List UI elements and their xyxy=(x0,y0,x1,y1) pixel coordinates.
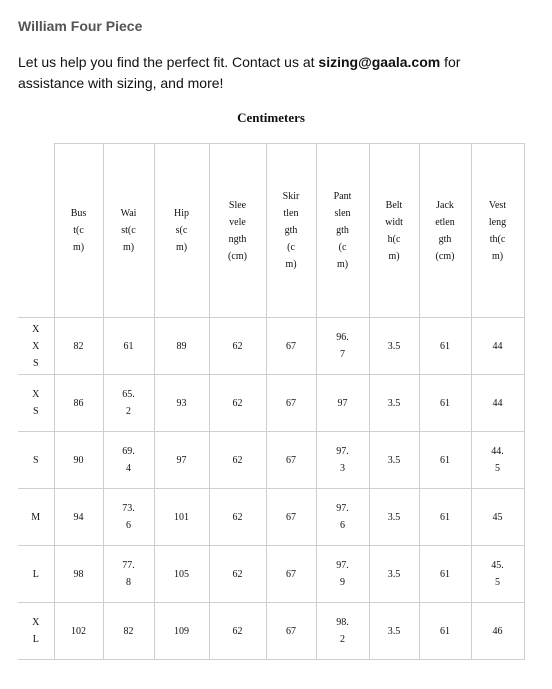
table-row xyxy=(18,546,524,603)
table-cell: 62 xyxy=(209,375,266,432)
table-cell: 67 xyxy=(266,603,316,660)
table-cell: 62 xyxy=(209,603,266,660)
table-cell: 67 xyxy=(266,489,316,546)
table-header-row xyxy=(18,144,524,318)
table-cell: 96.7 xyxy=(316,318,369,375)
table-cell: 61 xyxy=(419,375,471,432)
header-pants-length: Pantslength(cm) xyxy=(316,144,369,318)
table-cell: 77.8 xyxy=(103,546,154,603)
intro-before: Let us help you find the perfect fit. Contact us at xyxy=(18,54,319,70)
size-cell: XS xyxy=(18,375,54,432)
table-row xyxy=(18,603,524,660)
table-row xyxy=(18,375,524,432)
table-cell: 102 xyxy=(54,603,103,660)
header-size xyxy=(18,144,54,318)
table-cell: 67 xyxy=(266,546,316,603)
table-cell: 86 xyxy=(54,375,103,432)
table-cell: 101 xyxy=(154,489,209,546)
header-hips: Hips(cm) xyxy=(154,144,209,318)
table-cell: 67 xyxy=(266,375,316,432)
size-chart-table xyxy=(18,143,525,660)
header-waist: Waist(cm) xyxy=(103,144,154,318)
table-cell: 69.4 xyxy=(103,432,154,489)
table-cell: 61 xyxy=(103,318,154,375)
table-row xyxy=(18,318,524,375)
table-cell: 3.5 xyxy=(369,375,419,432)
size-cell: XL xyxy=(18,603,54,660)
table-cell: 3.5 xyxy=(369,318,419,375)
table-cell: 98 xyxy=(54,546,103,603)
header-skirt-length: Skirtlength(cm) xyxy=(266,144,316,318)
header-vest-length: Vestlength(cm) xyxy=(471,144,524,318)
table-cell: 62 xyxy=(209,432,266,489)
size-cell: L xyxy=(18,546,54,603)
size-cell: XXS xyxy=(18,318,54,375)
table-cell: 62 xyxy=(209,318,266,375)
intro-after: for assistance with sizing, and more! xyxy=(18,54,461,91)
table-cell: 94 xyxy=(54,489,103,546)
table-cell: 45 xyxy=(471,489,524,546)
table-cell: 90 xyxy=(54,432,103,489)
header-bust: Bust(cm) xyxy=(54,144,103,318)
table-cell: 3.5 xyxy=(369,546,419,603)
table-cell: 97.9 xyxy=(316,546,369,603)
table-cell: 61 xyxy=(419,432,471,489)
table-cell: 109 xyxy=(154,603,209,660)
table-cell: 61 xyxy=(419,318,471,375)
intro-text xyxy=(18,52,528,94)
table-cell: 67 xyxy=(266,318,316,375)
table-cell: 46 xyxy=(471,603,524,660)
table-cell: 73.6 xyxy=(103,489,154,546)
table-cell: 105 xyxy=(154,546,209,603)
table-cell: 62 xyxy=(209,546,266,603)
table-cell: 45.5 xyxy=(471,546,524,603)
table-cell: 44 xyxy=(471,318,524,375)
table-cell: 61 xyxy=(419,489,471,546)
sizing-email-link[interactable]: sizing@gaala.com xyxy=(318,54,441,70)
table-row xyxy=(18,432,524,489)
header-belt-width: Beltwidth(cm) xyxy=(369,144,419,318)
table-cell: 3.5 xyxy=(369,489,419,546)
table-cell: 44 xyxy=(471,375,524,432)
table-cell: 82 xyxy=(54,318,103,375)
header-sleeve-length: Sleevelength(cm) xyxy=(209,144,266,318)
table-cell: 62 xyxy=(209,489,266,546)
table-row xyxy=(18,489,524,546)
table-cell: 61 xyxy=(419,603,471,660)
table-cell: 82 xyxy=(103,603,154,660)
table-cell: 93 xyxy=(154,375,209,432)
header-jacket-length: Jacketlength(cm) xyxy=(419,144,471,318)
table-title: Centimeters xyxy=(237,110,305,125)
table-cell: 97 xyxy=(154,432,209,489)
table-cell: 89 xyxy=(154,318,209,375)
table-cell: 97 xyxy=(316,375,369,432)
product-title: William Four Piece xyxy=(18,18,143,34)
table-cell: 65.2 xyxy=(103,375,154,432)
table-cell: 3.5 xyxy=(369,603,419,660)
table-cell: 3.5 xyxy=(369,432,419,489)
table-cell: 67 xyxy=(266,432,316,489)
table-cell: 44.5 xyxy=(471,432,524,489)
table-cell: 98.2 xyxy=(316,603,369,660)
size-cell: S xyxy=(18,432,54,489)
table-cell: 97.6 xyxy=(316,489,369,546)
size-cell: M xyxy=(18,489,54,546)
table-cell: 97.3 xyxy=(316,432,369,489)
table-cell: 61 xyxy=(419,546,471,603)
